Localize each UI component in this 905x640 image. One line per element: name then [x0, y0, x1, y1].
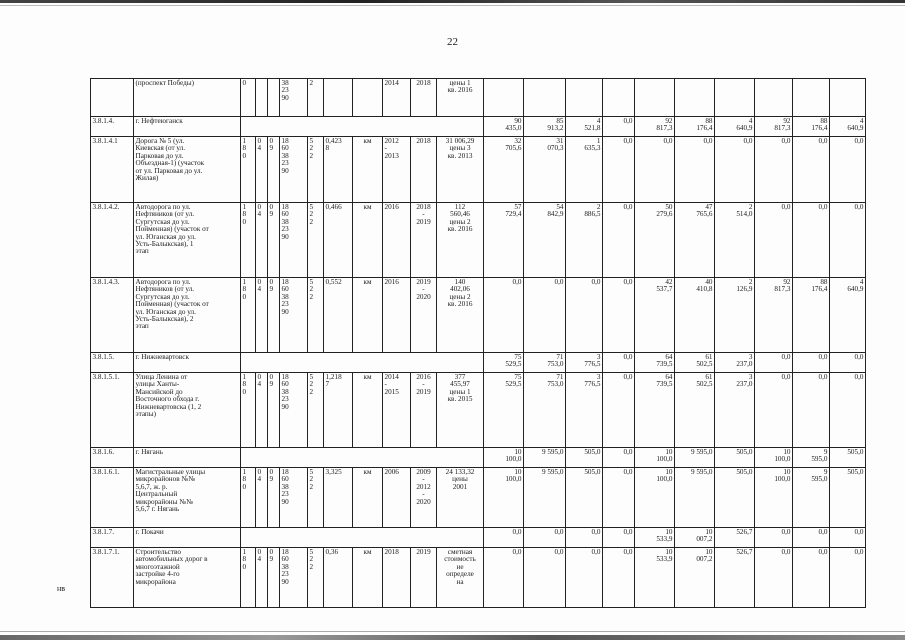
- cell-c5: 5 2 2: [308, 548, 324, 608]
- cell-c4: 18 60 38 23 90: [280, 278, 308, 353]
- cell-v7: 4 640,9: [715, 117, 755, 137]
- cell-c3: 0 9: [268, 137, 280, 203]
- cell-c1: 1 8 0: [241, 278, 256, 353]
- cell-v5: 42 537,7: [635, 278, 675, 353]
- cell-v7: 505,0: [715, 468, 755, 528]
- cell-c10: 377 455,97 цены 1 кв. 2015: [437, 373, 484, 448]
- cell-v3: 0,0: [566, 548, 603, 608]
- cell-c8: 2018: [383, 548, 411, 608]
- cell-c10: цены 1 кв. 2016: [437, 79, 484, 117]
- cell-v2: 71 753,0: [524, 373, 566, 448]
- cell-name: Дорога № 5 (ул. Киевская (от ул. Парковая до ул. Объездная-1) (участок от ул. Парковая до ул. Жилая): [134, 137, 241, 203]
- cell-v5: 0,0: [635, 137, 675, 203]
- cell-c7: км: [353, 137, 383, 203]
- cell-c6: 0,466: [324, 203, 353, 278]
- cell-v2: [524, 79, 566, 117]
- table-row: [91, 278, 866, 353]
- cell-c10: 140 402,06 цены 2 кв. 2016: [437, 278, 484, 353]
- cell-v4: 0,0: [603, 468, 635, 528]
- cell-c9: 2019 - 2020: [411, 278, 437, 353]
- cell-v7: 3 237,0: [715, 353, 755, 373]
- cell-name: Автодорога по ул. Нефтяников (от ул. Сургутская до ул. Пойменная) (участок от ул. Юганская до ул. Усть-Балыкская), 1 этап: [134, 203, 241, 278]
- cell-c9: 2018 - 2019: [411, 203, 437, 278]
- cell-c2: 0 4: [256, 548, 268, 608]
- cell-c4: 18 60 38 23 90: [280, 548, 308, 608]
- cell-v8: 0,0: [755, 203, 793, 278]
- cell-c5: 5 2 2: [308, 278, 324, 353]
- cell-v4: 0,0: [603, 278, 635, 353]
- cell-v1: 75 529,5: [484, 373, 524, 448]
- cell-v1: [484, 79, 524, 117]
- cell-c8: 2006: [383, 468, 411, 528]
- cell-c8: 2014 - 2015: [383, 373, 411, 448]
- budget-table: [90, 78, 866, 608]
- cell-v3: 505,0: [566, 448, 603, 468]
- cell-v3: 3 776,5: [566, 353, 603, 373]
- cell-empty-span: [241, 448, 484, 468]
- cell-code: [91, 79, 134, 117]
- cell-v8: 10 100,0: [755, 468, 793, 528]
- cell-v10: 0,0: [830, 548, 866, 608]
- cell-v7: 526,7: [715, 528, 755, 548]
- cell-v8: 0,0: [755, 353, 793, 373]
- cell-v9: 9 595,0: [793, 448, 830, 468]
- cell-v4: [603, 79, 635, 117]
- cell-c10: 112 560,46 цены 2 кв. 2016: [437, 203, 484, 278]
- cell-v3: 3 776,5: [566, 373, 603, 448]
- cell-v6: 9 595,0: [675, 468, 715, 528]
- cell-v6: 0,0: [675, 137, 715, 203]
- cell-v9: 0,0: [793, 548, 830, 608]
- cell-v6: 40 410,8: [675, 278, 715, 353]
- cell-v9: 0,0: [793, 373, 830, 448]
- cell-v6: 88 176,4: [675, 117, 715, 137]
- cell-v5: 10 100,0: [635, 468, 675, 528]
- scan-edge-bottom-line: [0, 631, 905, 632]
- cell-v10: 505,0: [830, 468, 866, 528]
- cell-c5: 5 2 2: [308, 373, 324, 448]
- cell-v2: 31 070,3: [524, 137, 566, 203]
- cell-v9: 88 176,4: [793, 278, 830, 353]
- table-row: [91, 468, 866, 528]
- cell-c9: 2019: [411, 548, 437, 608]
- cell-v4: 0,0: [603, 528, 635, 548]
- cell-v10: 505,0: [830, 448, 866, 468]
- cell-code: 3.8.1.4.: [91, 117, 134, 137]
- cell-v4: 0,0: [603, 117, 635, 137]
- cell-name: Улица Ленина от улицы Ханты- Мансийской до Восточного обхода г. Нижневартовска (1, 2 этапы): [134, 373, 241, 448]
- cell-v7: 3 237,0: [715, 373, 755, 448]
- cell-v2: 85 913,2: [524, 117, 566, 137]
- cell-v6: 61 502,5: [675, 353, 715, 373]
- cell-v8: 0,0: [755, 528, 793, 548]
- table-row-city: [91, 448, 866, 468]
- cell-v5: 10 100,0: [635, 448, 675, 468]
- cell-v10: 0,0: [830, 373, 866, 448]
- cell-c2: 0 4: [256, 373, 268, 448]
- cell-v7: 2 126,9: [715, 278, 755, 353]
- cell-c10: 31 006,29 цены 3 кв. 2013: [437, 137, 484, 203]
- cell-v8: 0,0: [755, 137, 793, 203]
- cell-v10: 0,0: [830, 137, 866, 203]
- cell-c2: 0 4: [256, 278, 268, 353]
- cell-c9: 2016 - 2019: [411, 373, 437, 448]
- cell-v1: 10 100,0: [484, 448, 524, 468]
- cell-v10: 4 640,9: [830, 278, 866, 353]
- cell-c3: 0 9: [268, 278, 280, 353]
- table-row-city: [91, 528, 866, 548]
- cell-c1: 1 8 0: [241, 203, 256, 278]
- cell-c8: 2016: [383, 278, 411, 353]
- cell-name: г. Нягань: [134, 448, 241, 468]
- cell-c6: 0,552: [324, 278, 353, 353]
- scan-edge-bottom: [0, 635, 905, 640]
- footnote: нв: [57, 584, 66, 593]
- table-row: [91, 137, 866, 203]
- cell-v4: 0,0: [603, 448, 635, 468]
- cell-v10: 0,0: [830, 203, 866, 278]
- cell-c9: 2018: [411, 79, 437, 117]
- cell-v9: 88 176,4: [793, 117, 830, 137]
- page-number: 22: [447, 36, 458, 48]
- cell-v8: 0,0: [755, 548, 793, 608]
- cell-c7: км: [353, 203, 383, 278]
- cell-v5: 92 817,3: [635, 117, 675, 137]
- cell-v3: 0,0: [566, 528, 603, 548]
- cell-name: г. Покачи: [134, 528, 241, 548]
- cell-v8: [755, 79, 793, 117]
- cell-v6: 61 502,5: [675, 373, 715, 448]
- cell-c5: 5 2 2: [308, 203, 324, 278]
- cell-c4: 38 23 90: [280, 79, 308, 117]
- table-row: [91, 548, 866, 608]
- cell-c4: 18 60 38 23 90: [280, 137, 308, 203]
- cell-v8: 92 817,3: [755, 117, 793, 137]
- cell-c7: [353, 79, 383, 117]
- cell-c4: 18 60 38 23 90: [280, 373, 308, 448]
- cell-v1: 0,0: [484, 548, 524, 608]
- cell-name: Магистральные улицы микрорайонов №№ 5,6,7, ж. р. Центральный микрорайоны №№ 5,6,7 г. Нягань: [134, 468, 241, 528]
- cell-v2: 0,0: [524, 548, 566, 608]
- cell-v7: [715, 79, 755, 117]
- cell-name: г. Нефтеюганск: [134, 117, 241, 137]
- cell-code: 3.8.1.4.3.: [91, 278, 134, 353]
- cell-c6: 1,218 7: [324, 373, 353, 448]
- cell-c2: 0 4: [256, 468, 268, 528]
- cell-v1: 32 705,6: [484, 137, 524, 203]
- cell-v3: 505,0: [566, 468, 603, 528]
- cell-code: 3.8.1.4.2.: [91, 203, 134, 278]
- cell-v6: 9 595,0: [675, 448, 715, 468]
- cell-v1: 0,0: [484, 528, 524, 548]
- cell-c5: 5 2 2: [308, 137, 324, 203]
- cell-name: (проспект Победы): [134, 79, 241, 117]
- cell-c1: 0: [241, 79, 256, 117]
- cell-c3: [268, 79, 280, 117]
- cell-v7: 505,0: [715, 448, 755, 468]
- cell-v7: 2 514,0: [715, 203, 755, 278]
- cell-empty-span: [241, 353, 484, 373]
- cell-c7: км: [353, 548, 383, 608]
- cell-name: г. Нижневартовск: [134, 353, 241, 373]
- table-row-city: [91, 117, 866, 137]
- cell-v2: 0,0: [524, 528, 566, 548]
- table-row: [91, 373, 866, 448]
- cell-c6: 0,36: [324, 548, 353, 608]
- cell-c8: 2012 - 2013: [383, 137, 411, 203]
- cell-v2: 71 753,0: [524, 353, 566, 373]
- cell-v9: 9 595,0: [793, 468, 830, 528]
- cell-v9: 0,0: [793, 528, 830, 548]
- cell-v4: 0,0: [603, 548, 635, 608]
- cell-c2: 0 4: [256, 203, 268, 278]
- cell-v3: 1 635,3: [566, 137, 603, 203]
- cell-v2: 9 595,0: [524, 468, 566, 528]
- cell-code: 3.8.1.4.1: [91, 137, 134, 203]
- cell-v10: 0,0: [830, 528, 866, 548]
- cell-v6: [675, 79, 715, 117]
- cell-v8: 0,0: [755, 373, 793, 448]
- cell-v5: 64 739,5: [635, 353, 675, 373]
- cell-c5: 5 2 2: [308, 468, 324, 528]
- scan-edge-top: [0, 0, 905, 3]
- cell-v5: 10 533,9: [635, 548, 675, 608]
- cell-c4: 18 60 38 23 90: [280, 203, 308, 278]
- cell-code: 3.8.1.5.: [91, 353, 134, 373]
- cell-v10: 0,0: [830, 353, 866, 373]
- cell-v3: 2 886,5: [566, 203, 603, 278]
- cell-v4: 0,0: [603, 373, 635, 448]
- cell-c10: сметная стоимость не определе на: [437, 548, 484, 608]
- cell-code: 3.8.1.6.: [91, 448, 134, 468]
- cell-v1: 75 529,5: [484, 353, 524, 373]
- cell-v5: 10 533,9: [635, 528, 675, 548]
- cell-c3: 0 9: [268, 468, 280, 528]
- cell-empty-span: [241, 528, 484, 548]
- table-row: [91, 79, 866, 117]
- cell-c9: 2018: [411, 137, 437, 203]
- cell-v4: 0,0: [603, 137, 635, 203]
- cell-v8: 92 817,3: [755, 278, 793, 353]
- cell-v10: 4 640,9: [830, 117, 866, 137]
- cell-c2: [256, 79, 268, 117]
- cell-v4: 0,0: [603, 353, 635, 373]
- cell-v2: 9 595,0: [524, 448, 566, 468]
- scan-edge-top-line: [0, 5, 905, 6]
- cell-v6: 47 765,6: [675, 203, 715, 278]
- cell-c3: 0 9: [268, 548, 280, 608]
- cell-v1: 0,0: [484, 278, 524, 353]
- cell-v10: [830, 79, 866, 117]
- cell-v7: 526,7: [715, 548, 755, 608]
- cell-v5: 50 279,6: [635, 203, 675, 278]
- cell-c6: 0,423 8: [324, 137, 353, 203]
- cell-c3: 0 9: [268, 203, 280, 278]
- cell-c3: 0 9: [268, 373, 280, 448]
- cell-code: 3.8.1.6.1.: [91, 468, 134, 528]
- cell-c2: 0 4: [256, 137, 268, 203]
- cell-c10: 24 133,32 цены 2001: [437, 468, 484, 528]
- cell-code: 3.8.1.7.: [91, 528, 134, 548]
- cell-c1: 1 8 0: [241, 548, 256, 608]
- cell-name: Строительство автомобильных дорог в многоэтажной застройке 4-го микрорайона: [134, 548, 241, 608]
- cell-c8: 2016: [383, 203, 411, 278]
- cell-v1: 90 435,0: [484, 117, 524, 137]
- cell-v1: 10 100,0: [484, 468, 524, 528]
- cell-c7: км: [353, 373, 383, 448]
- cell-empty-span: [241, 117, 484, 137]
- cell-c9: 2009 - 2012 - 2020: [411, 468, 437, 528]
- cell-v6: 10 007,2: [675, 528, 715, 548]
- cell-c6: 3,325: [324, 468, 353, 528]
- cell-v6: 10 007,2: [675, 548, 715, 608]
- cell-v3: [566, 79, 603, 117]
- cell-c7: км: [353, 468, 383, 528]
- cell-c5: 2: [308, 79, 324, 117]
- cell-v2: 54 842,9: [524, 203, 566, 278]
- cell-v9: [793, 79, 830, 117]
- cell-v8: 10 100,0: [755, 448, 793, 468]
- cell-v4: 0,0: [603, 203, 635, 278]
- cell-v9: 0,0: [793, 353, 830, 373]
- cell-v7: 0,0: [715, 137, 755, 203]
- cell-c1: 1 8 0: [241, 137, 256, 203]
- cell-v3: 4 521,8: [566, 117, 603, 137]
- cell-c1: 1 8 0: [241, 468, 256, 528]
- cell-v9: 0,0: [793, 203, 830, 278]
- cell-c6: [324, 79, 353, 117]
- cell-v9: 0,0: [793, 137, 830, 203]
- table-row: [91, 203, 866, 278]
- cell-v1: 57 729,4: [484, 203, 524, 278]
- cell-code: 3.8.1.7.1.: [91, 548, 134, 608]
- cell-c4: 18 60 38 23 90: [280, 468, 308, 528]
- cell-v5: 64 739,5: [635, 373, 675, 448]
- cell-c7: км: [353, 278, 383, 353]
- cell-name: Автодорога по ул. Нефтяников (от ул. Сургутская до ул. Пойменная) (участок от ул. Юганская до ул. Усть-Балыкская), 2 этап: [134, 278, 241, 353]
- cell-c8: 2014: [383, 79, 411, 117]
- cell-v5: [635, 79, 675, 117]
- cell-code: 3.8.1.5.1.: [91, 373, 134, 448]
- cell-v2: 0,0: [524, 278, 566, 353]
- cell-c1: 1 8 0: [241, 373, 256, 448]
- table-row-city: [91, 353, 866, 373]
- cell-v3: 0,0: [566, 278, 603, 353]
